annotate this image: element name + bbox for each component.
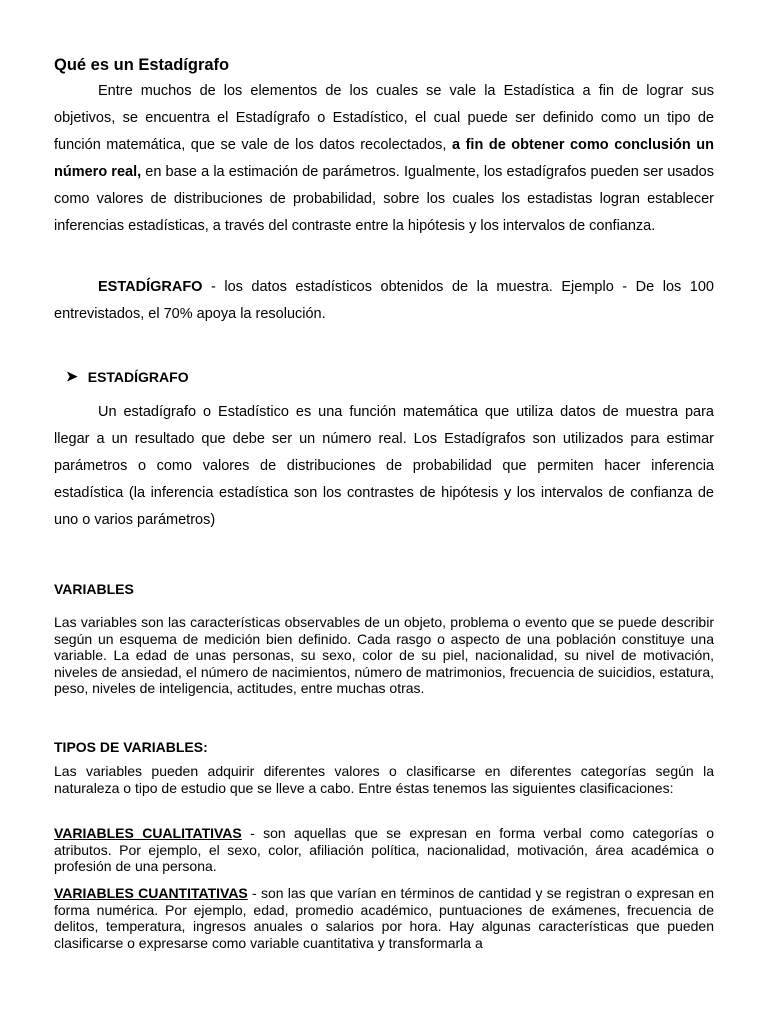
definition-paragraph	[54, 274, 714, 328]
tipos-heading: TIPOS DE VARIABLES:	[54, 739, 208, 755]
intro-text-end: en base a la estimación de parámetros. Igualmente, los estadígrafos pueden ser usados como valores de distribuciones de probabilidad, sobre los cuales los estadistas logran establecer inferencias estadísticas, a través del contraste entre la hipótesis y los intervalos de confianza.	[54, 164, 715, 234]
cuantitativas-paragraph	[54, 885, 714, 951]
variables-paragraph: Las variables son las características observables de un objeto, problema o evento que se puede describir según un esquema de medición bien definido. Cada rasgo o aspecto de una población constituye una variable. La edad de unas personas, su sexo, color de su piel, nacionalidad, su nivel de motivación, niveles de ansiedad, el número de nacimientos, número de matrimonios, frecuencia de suicidios, estatura, peso, niveles de inteligencia, actitudes, entre muchas otras.	[54, 614, 714, 697]
definition-text: - los datos estadísticos obtenidos de la muestra. Ejemplo - De los 100 entrevistados, el 70% apoya la resolución.	[54, 279, 714, 322]
tipos-paragraph: Las variables pueden adquirir diferentes valores o clasificarse en diferentes categorías según la naturaleza o tipo de estudio que se lleve a cabo. Entre éstas tenemos las siguientes clasificaciones:	[54, 763, 714, 796]
intro-text-start: Entre muchos de los elementos de los cuales se vale la Estadística a fin de lograr sus objetivos, se encuentra el Estadígrafo o Estadístico, el cual puede ser definido como un tipo de función matemática, que se vale de los datos recolectados,	[54, 83, 714, 153]
bullet-heading-row	[66, 368, 189, 385]
bullet-heading: ESTADÍGRAFO	[87, 368, 189, 385]
definition-term: ESTADÍGRAFO	[98, 279, 203, 295]
cualitativas-paragraph	[54, 825, 714, 875]
arrow-bullet-icon: ➤	[66, 368, 78, 384]
cuantitativas-term: VARIABLES CUANTITATIVAS	[54, 885, 248, 901]
intro-paragraph	[54, 78, 714, 240]
cualitativas-term: VARIABLES CUALITATIVAS	[54, 825, 242, 841]
estadigrafo-paragraph: Un estadígrafo o Estadístico es una función matemática que utiliza datos de muestra para llegar a un resultado que debe ser un número real. Los Estadígrafos son utilizados para estimar parámetros o como valores de distribuciones de probabilidad que permiten hacer inferencia estadística (la inferencia estadística son los contrastes de hipótesis y los intervalos de confianza de uno o varios parámetros)	[54, 404, 714, 528]
intro-bold-text: a fin de obtener como conclusión un número real,	[54, 137, 714, 180]
variables-heading: VARIABLES	[54, 581, 134, 597]
cuantitativas-text: - son las que varían en términos de cantidad y se registran o expresan en forma numérica. Por ejemplo, edad, promedio académico, puntuaciones de exámenes, frecuencia de delitos, temperatura, ingresos anuales o salarios por hora. Hay algunas características que pueden clasificarse o expresarse como variable cuantitativa y transformarla a	[54, 885, 714, 951]
page-title: Qué es un Estadígrafo	[54, 56, 230, 74]
cualitativas-text: - son aquellas que se expresan en forma verbal como categorías o atributos. Por ejemplo, el sexo, color, afiliación política, nacionalidad, motivación, área académica o profesión de una persona.	[54, 825, 714, 875]
